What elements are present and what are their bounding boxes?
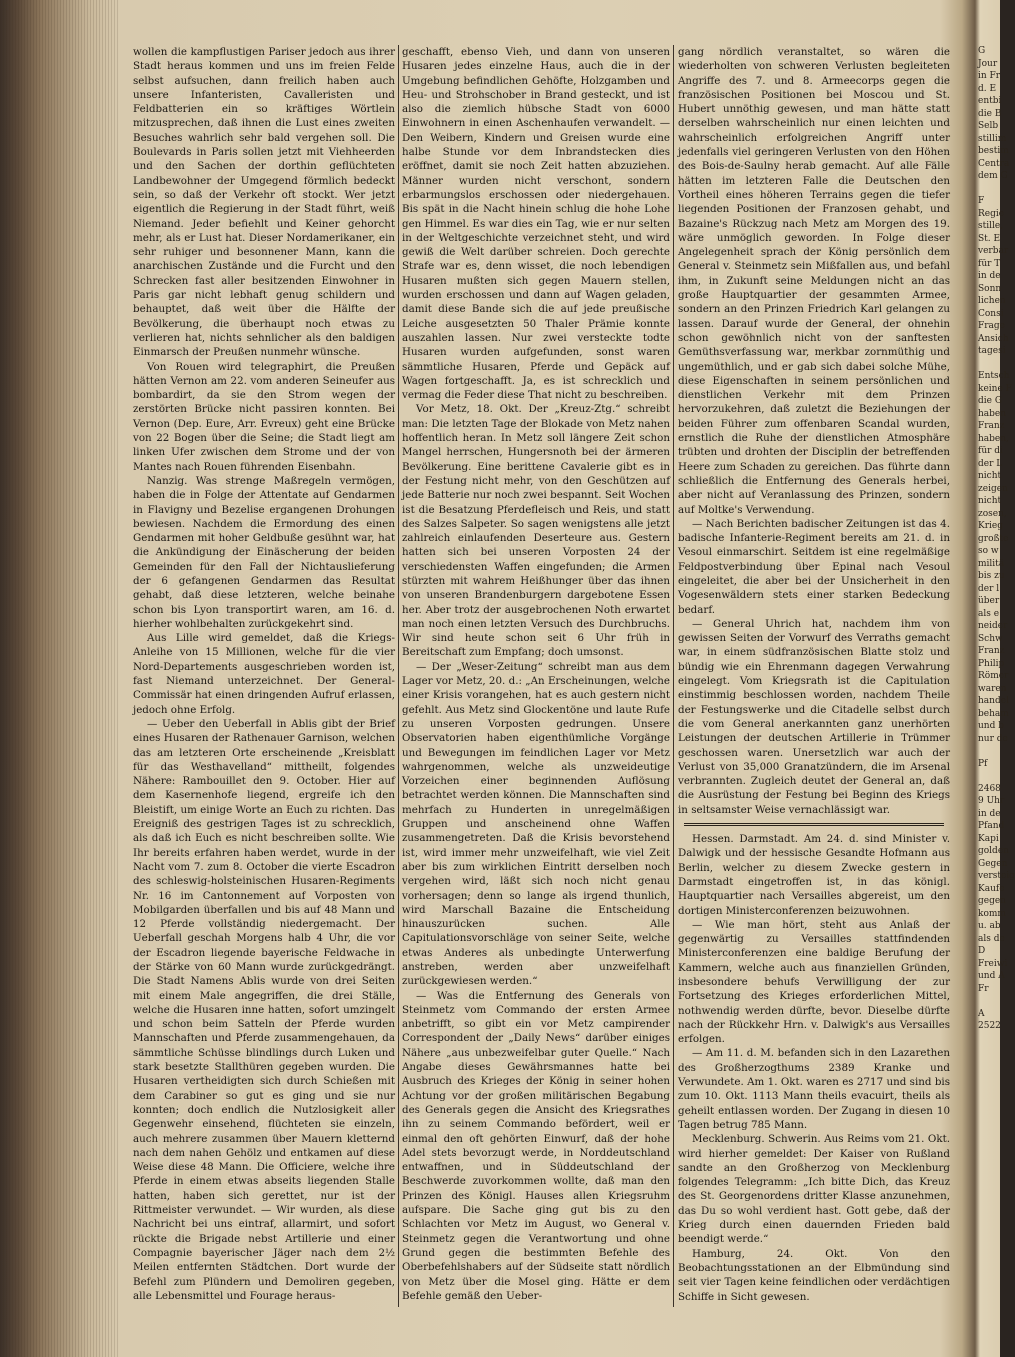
edge-fragment: die G [978,396,1003,406]
column-1 [133,45,395,1303]
edge-fragment: Fr [978,983,989,994]
column-2 [402,45,670,1303]
paragraph: — Der „Weser-Zeitung“ schreibt man aus dem Lager vor Metz, 20. d.: „An Erscheinungen, welche einer Krisis vorangehen, hat es auch gestern nicht gefehlt. Aus Metz sind Glockentöne und laute Rufe zu unseren Vorposten gedrungen. Unsere Observatorien haben eigenthümliche Vorgänge und Bewegungen im feindlichen Lager vor Metz wahrgenommen, welche als unzweideutige Vorzeichen einer beginnenden Auflösung betrachtet werden können. Die Mannschaften sind mehrfach zu Hunderten in unregelmäßigen Gruppen und anscheinend ohne Waffen zusammengetreten. Daß die Krisis bevorstehend ist, wird immer mehr unzweifelhaft, wie viel Zeit aber bis zum wirklichen Eintritt derselben noch vergehen wird, läßt sich noch nicht genau vorhersagen; denn so lange als irgend thunlich, wird Marschall Bazaine die Entscheidung hinauszurücken suchen. Alle Capitulationsvorschläge von seiner Seite, welche etwas Anderes als unbedingte Unterwerfung anstreben, werden aber unzweifelhaft zurückgewiesen werden.“ [402,660,670,988]
edge-fragment: handel [978,696,1009,706]
edge-fragment: nicht [978,496,1002,506]
edge-fragment: stillim [978,133,1007,144]
edge-fragment: haben [978,408,1007,419]
edge-fragment: St. E [978,233,1001,244]
edge-fragment: komm [978,908,1006,919]
column-3 [678,45,950,1304]
edge-fragment: Entsch [978,371,1010,381]
edge-fragment: nicht [978,471,1002,481]
edge-fragment: golden [978,846,1009,856]
edge-fragment: als e [978,608,1000,619]
edge-fragment [978,995,1000,1008]
edge-fragment: waren [978,683,1007,694]
edge-fragment: Franz [978,421,1005,431]
edge-fragment: Ansich [978,333,1009,344]
paragraph: Nanzig. Was strenge Maßregeln vermögen, haben die in Folge der Attentate auf Gendarmen in Flavigny und Bezelise ergangenen Drohungen bewiesen. Nachdem die Ermordung des einen Gendarmen mit hoher Geldbuße gesühnt war, hat die Ankündigung der Einäscherung der beiden Gemeinden für den Fall der Nichtauslieferung der 6 gefangenen Gendarmen das Resultat gehabt, daß diese letzteren, welche beinahe schon bis Lyon transportirt waren, am 16. d. hierher wohlbehalten zurückgekehrt sind. [133,474,395,630]
paragraph: — General Uhrich hat, nachdem ihm von gewissen Seiten der Vorwurf des Verraths gemacht war, in einem südfranzösischen Blatte stolz und bündig wie ein Ehrenmann dagegen Verwahrung eingelegt. Vom Kriegsrath ist die Capitulation einstimmig beschlossen worden, nachdem Theile der Festungswerke und die Citadelle selbst durch die vom General anerkannten ganz unerhörten Leistungen der deutschen Artillerie in Trümmer geschossen waren. Unersetzlich war auch der Verlust von 35,000 Granatzündern, die im Arsenal verbrannten. Zugleich deutet der General an, daß die Ausrüstung der Festung bei Beginn des Kriegs in seltsamster Weise vernachlässigt war. [678,617,950,816]
edge-fragment: Centra [978,158,1010,169]
edge-fragment: Gegen [978,858,1008,869]
edge-fragment: Philip [978,658,1005,669]
edge-fragment: beham [978,708,1009,719]
edge-fragment: Freiwi [978,958,1008,969]
edge-fragment [978,358,1000,371]
section-divider [684,823,944,826]
edge-fragment: zeigen [978,483,1008,494]
edge-fragment: als de [978,933,1005,944]
edge-fragment: so w [978,546,999,556]
edge-fragment: D [978,946,986,956]
edge-fragment: Regie [978,208,1005,219]
edge-fragment: Consi [978,308,1004,319]
paragraph: Vor Metz, 18. Okt. Der „Kreuz-Ztg.“ schreibt man: Die letzten Tage der Blokade von Metz nahen hoffentlich heran. In Metz soll längere Zeit schon Mangel herrschen, Hungersnoth bei der ärmeren Bevölkerung. Eine berittene Cavalerie gibt es in der Festung nicht mehr, von den Geschützen auf jede Batterie nur noch zwei bespannt. Seit Wochen ist die Besatzung Pferdefleisch und Reis, und statt des Salzes Salpeter. So sagen wenigstens alle jetzt zahlreich einlaufenden Deserteure aus. Gestern hatten sich bei unseren Vorposten 24 der verschiedensten Waffen eingefunden; die Armen stürzten mit wahrem Heißhunger über das ihnen von unseren Brandenburgern dargebotene Essen her. Aber trotz der ausgebrochenen Noth erwartet man noch einen letzten Versuch des Durchbruchs. Wir sind heute schon seit 6 Uhr früh in Bereitschaft zum Empfang; doch umsonst. [402,403,670,659]
edge-fragment: der L [978,458,1003,469]
edge-fragment: bestim [978,146,1009,156]
edge-fragment: Jour [978,58,998,69]
paragraph: — Wie man hört, steht aus Anlaß der gegenwärtig zu Versailles stattfindenden Ministerconferenzen eine baldige Berufung der Kammern, welche auch aus finanziellen Gründen, insbesondere behufs Verwilligung der zur Fortsetzung des Krieges erforderlichen Mittel, nothwendig werden dürfte, bevor. Dieselbe dürfte nach der Rückkehr Hrn. v. Dalwigk's aus Versailles erfolgen. [678,918,950,1046]
edge-fragment: Kapi [978,833,999,844]
edge-fragment: verbar [978,246,1009,256]
edge-fragment: Sonn [978,283,1002,294]
edge-fragment [978,183,1000,196]
edge-fragment: u. ab [978,921,1001,931]
paragraph: wollen die kampflustigen Pariser jedoch aus ihrer Stadt heraus kommen und uns im freien Felde selbst aufsuchen, dann freilich haben auch unsere Infanteristen, Cavalleristen und Feldbatterien ein so kräftiges Wörtlein mitzusprechen, daß ihnen die Lust eines zweiten Besuches wahrlich sehr bald vergehen soll. Die Boulevards in Paris sollen jetzt mit Viehheerden und den Sachen der dorthin geflüchteten Landbewohner der Umgegend förmlich bedeckt sein, so daß der Verkehr oft stockt. Wer jetzt eigentlich die Regierung in der Stadt führt, weiß Niemand. Jeder befiehlt und Keiner gehorcht mehr, als er Lust hat. Dieser Nordamerikaner, ein sehr ruhiger und besonnener Mann, kann die anarchischen Zustände und die Furcht und den Schrecken fast aller besitzenden Einwohner in Paris gar nicht lebhaft genug schildern und behauptet, daß weit über die Hälfte der Bevölkerung, die überhaupt noch etwas zu verlieren hat, nichts sehnlicher als den baldigen Einmarsch der Preußen nunmehr wünsche. [133,46,395,359]
paragraph: geschafft, ebenso Vieh, und dann von unseren Husaren jedes einzelne Haus, auch die in der Umgebung befindlichen Gehöfte, Holzgamben und Heu- und Strohschober in Brand gesteckt, und ist also die ziemlich hübsche Stadt von 6000 Einwohnern in einen Aschenhaufen verwandelt. — Den Weibern, Kindern und Greisen wurde eine halbe Stunde vor dem Inbrandstecken dies eröffnet, damit sie noch Zeit hatten abzuziehen. Männer wurden nicht verschont, sondern erbarmungslos erschossen oder niedergehauen. Bis spät in die Nacht hinein schlug die hohe Lohe gen Himmel. Es war dies ein Tag, wie er nur selten in der Weltgeschichte verzeichnet steht, und wird gewiß die Welt darüber schreien. Doch gerechte Strafe war es, denn wisset, die noch lebendigen Husaren mußten sich gegen Mauern stellen, wurden erschossen und dann auf Wagen geladen, damit diese Bande sich die auf jede preußische Leiche ausgesetzten 50 Thaler Prämie konnte auszahlen lassen. Nur zwei versteckte todte Husaren wurden aufgefunden, sonst waren sämmtliche Husaren, Pferde und Gepäck auf Wagen fortgeschafft. Ja, es ist schrecklich und vermag die Feder diese That nicht zu beschreiben. [402,46,670,402]
edge-fragment: neider [978,621,1008,631]
paragraph: — Was die Entfernung des Generals von Steinmetz vom Commando der ersten Armee anbetrifft, so gibt ein vor Metz campirender Correspondent der „Daily News“ darüber einiges Nähere „aus unbezweifelbar guter Quelle.“ Nach Angabe dieses Gewährsmannes hatte bei Ausbruch des Krieges der König in seiner hohen Achtung vor der großen militärischen Begabung des Generals gegen die Ansicht des Kriegsrathes ihn zu seinem Commando befördert, weil er einmal den oft gehörten Einwurf, daß der hohe Adel stets bevorzugt werde, in Norddeutschland entwaffnen, und in Süddeutschland der Beschwerde zuvorkommen wollte, daß man den Prinzen des Königl. Hauses allen Kriegsruhm aufspare. Die Sache ging gut bis zu den Schlachten vor Metz im August, wo General v. Steinmetz gegen die Verantwortung und ohne Grund gegen die bestimmten Befehle des Oberbefehlshabers auf der Südseite statt nördlich von Metz über die Mosel ging. Hätte er dem Befehle gemäß den Ueber- [402,989,670,1302]
column-rule [398,45,399,1307]
paragraph: Von Rouen wird telegraphirt, die Preußen hätten Vernon am 22. vom anderen Seineufer aus bombardirt, da sie den Strom wegen der zerstörten Brücke nicht passiren konnten. Bei Vernon (Dep. Eure, Arr. Evreux) geht eine Brücke von 22 Bogen über die Seine; die Stadt liegt am linken Ufer zwischen dem Strome und der von Mantes nach Rouen führenden Eisenbahn. [133,360,395,473]
edge-fragment: F [978,196,985,206]
edge-fragment: 9 Uhr [978,796,1005,806]
edge-fragment: Römer [978,671,1009,681]
paragraph: — Nach Berichten badischer Zeitungen ist das 4. badische Infanterie-Regiment bereits am 21. d. in Vesoul einmarschirt. Seitdem ist eine regelmäßige Feldpostverbindung über Epinal nach Vesoul eingeleitet, die aber bei der Unsicherheit in den Vogesenwäldern stets einer starken Bedeckung bedarf. [678,517,950,616]
edge-fragment: und b [978,721,1004,731]
edge-fragment: gegen [978,896,1006,906]
edge-fragment: in de [978,808,1001,819]
edge-fragment: in Fr [978,71,1001,81]
edge-fragment: d. E [978,83,997,94]
book-binding [0,0,118,1357]
edge-fragment: bis zu [978,571,1005,581]
edge-fragment: Schw [978,633,1003,644]
paragraph: Mecklenburg. Schwerin. Aus Reims vom 21. Okt. wird hierher gemeldet: Der Kaiser von Rußland sandte an den Großherzog von Mecklenburg folgendes Telegramm: „Ich bitte Dich, das Kreuz des St. Georgenordens dritter Klasse anzunehmen, das Du so wohl verdient hast. Gott gebe, daß der Krieg durch einen dauernden Frieden bald beendigt werde.“ [678,1133,950,1246]
edge-fragment: der l [978,583,1000,594]
edge-fragment: über [978,596,1000,606]
edge-fragment: 2468 [978,783,1001,794]
edge-fragment [978,770,1000,783]
edge-fragment: Kaufe [978,883,1005,894]
paragraph: gang nördlich veranstaltet, so wären die wiederholten von schweren Verlusten begleiteten Angriffe des 7. und 8. Armeecorps gegen die französischen Positionen bei Moscou und St. Hubert unnöthig gewesen, und man hätte statt derselben wahrscheinlich nur einen leichten und wahrscheinlich erfolgreichen Angriff unter jedenfalls viel geringeren Verlusten von den Höhen des Bois-de-Saulny herab gemacht. Auf alle Fälle hätten im letzteren Falle die Deutschen den Vortheil eines höheren Terrains gegen die tiefer liegenden Positionen der Franzosen gehabt, und Bazaine's Rückzug nach Metz am Morgen des 19. wäre unmöglich geworden. In Folge dieser Angelegenheit sprach der König persönlich dem General v. Steinmetz sein Mißfallen aus, und befahl ihm, in Zukunft seine Meldungen nicht an das große Hauptquartier der gesammten Armee, sondern an den Prinzen Friedrich Karl gelangen zu lassen. Darauf wurde der General, der ohnehin schon gewöhnlich nicht von der sanftesten Gemüthsverfassung war, merkbar zornmüthig und ungemüthlich, und er gab sich dabei solche Mühe, diese Eigenschaften in seinem persönlichen und dienstlichen Verkehr mit dem Prinzen hervorzukehren, daß zuletzt die Beziehungen der beiden Führer zum offenbaren Scandal wurden, ernstlich die Ruhe der dienstlichen Atmosphäre trübten und drohten der Disciplin der betreffenden Heere zum Schaden zu gereichen. Das führte dann schließlich die Entfernung des Generals herbei, aber nicht auf Veranlassung des Prinzen, sondern auf Moltke's Verwendung. [678,46,950,516]
edge-fragment: für di [978,446,1003,456]
edge-fragment: lichen [978,296,1006,306]
edge-fragment: versteig [978,871,1015,881]
edge-fragment: nur de [978,733,1008,744]
edge-fragment: die B [978,108,1002,119]
edge-fragment: zosen, [978,508,1007,519]
edge-fragment: Franz [978,646,1005,656]
edge-fragment: für T [978,258,1001,269]
edge-fragment: dem G [978,171,1008,181]
paragraph: — Ueber den Ueberfall in Ablis gibt der Brief eines Husaren der Rathenauer Garnison, welchen das am letzteren Orte erscheinende „Kreisblatt für das Westhavelland“ mittheilt, folgendes Nähere: Rambouillet den 9. October. Hier auf dem Kasernenhofe liegend, ergreife ich den Bleistift, um einige Worte an Euch zu richten. Das Ereigniß des gestrigen Tages ist zu schrecklich, als daß ich Euch es nicht beschreiben sollte. Wie Ihr bereits erfahren haben werdet, wurde in der Nacht vom 7. zum 8. October die vierte Escadron des schleswig-holsteinischen Husaren-Regiments Nr. 16 im Cantonnement auf Vorposten von Mobilgarden überfallen und bis auf 48 Mann und 12 Pferde vollständig niedergemacht. Der Ueberfall geschah Morgens halb 4 Uhr, die vor der Escadron liegende bayerische Feldwache in der Stärke von 60 Mann wurde zurückgedrängt. Die Stadt Namens Ablis wurde von drei Seiten mit einem Male angegriffen, die drei Ställe, welche die Husaren inne hatten, sofort umzingelt und schon beim Satteln der Pferde wurden Mannschaften und Pferde zusammengehauen, da sämmtliche Schüsse blindlings durch Luken und stark besetzte Stallthüren gegeben wurden. Die Husaren vertheidigten sich durch Schießen mit dem Carabiner so gut es ging und sie nur konnten; doch endlich die Nutzlosigkeit aller Gegenwehr einsehend, flüchteten sie einzeln, auch mehrere zusammen über Mauern kletternd nach dem nahen Gehölz und entkamen auf diese Weise diese 48 Mann. Die Officiere, welche ihre Pferde in einem etwas abseits liegenden Stalle hatten, haben sich gerettet, nur ist der Rittmeister verwundet. — Wir wurden, als diese Nachricht bei uns eintraf, allarmirt, und sofort rückte die Brigade nebst Artillerie und einer Compagnie bayerischer Jäger nach dem 2½ Meilen entfernten Städtchen. Dort wurde der Befehl zum Plündern und Demoliren gegeben, alle Lebensmittel und Fourage heraus- [133,717,395,1302]
edge-fragment: tagesi [978,346,1006,356]
adjacent-page-edge [978,45,1015,1345]
edge-fragment: G [978,46,986,56]
edge-fragment: in de [978,271,1001,281]
edge-fragment [978,745,1000,758]
edge-fragment: A [978,1008,985,1019]
edge-fragment: großte [978,533,1009,544]
column-rule [673,45,674,1307]
edge-fragment: 2522 [978,1021,1001,1031]
paragraph: — Am 11. d. M. befanden sich in den Lazarethen des Großherzogthums 2389 Kranke und Verwundete. Am 1. Okt. waren es 2717 und sind bis zum 10. Okt. 1113 Mann theils evacuirt, theils als geheilt entlassen worden. Der Zugang in diesen 10 Tagen betrug 785 Mann. [678,1047,950,1131]
edge-fragment: entbi [978,96,1002,106]
edge-fragment: Krieg [978,521,1003,531]
paragraph: Hessen. Darmstadt. Am 24. d. sind Minister v. Dalwigk und der hessische Gesandte Hofmann aus Berlin, welcher zu diesem Zwecke gestern in Darmstadt eingetroffen ist, in das königl. Hauptquartier nach Versailles abgereist, um den dortigen Ministerconferenzen beizuwohnen. [678,833,950,917]
edge-fragment: militä [978,558,1005,569]
edge-fragment: stille, [978,221,1004,231]
edge-fragment: Pf [978,758,988,769]
edge-fragment: Pfand [978,821,1005,831]
paragraph: Hamburg, 24. Okt. Von den Beobachtungsstationen an der Elbmündung sind seit vier Tagen keine feindlichen oder verdächtigen Schiffe in Sicht gewesen. [678,1247,950,1303]
edge-fragment: haben, [978,433,1009,444]
edge-fragment: keine F [978,383,1012,394]
edge-fragment: Frage [978,321,1005,331]
paragraph: Aus Lille wird gemeldet, daß die Kriegs-Anleihe von 15 Millionen, welche für die vier Nord-Departements ausgeschrieben worden ist, fast Niemand unterzeichnet. Der General-Commissär hat einen dringenden Aufruf erlassen, jedoch ohne Erfolg. [133,632,395,716]
edge-fragment: und A [978,971,1005,981]
edge-fragment: Selb [978,121,999,131]
